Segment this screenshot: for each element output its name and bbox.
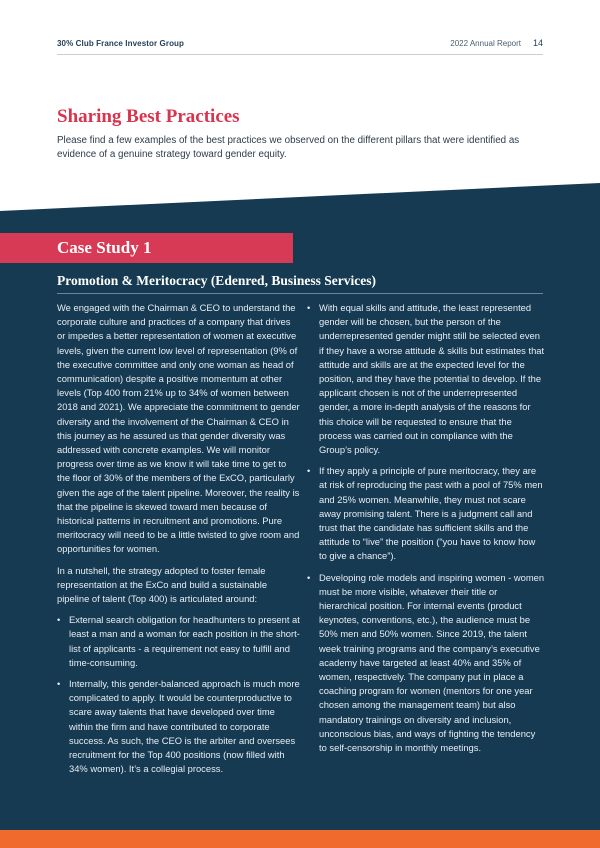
page-number: 14 [532, 38, 543, 48]
list-item [307, 571, 545, 756]
bullet-icon: • [307, 302, 311, 313]
list-item-text: Internally, this gender-balanced approach is much more complicated to apply. It would be counterproductive to scare away talents that have developed over time within the firm and have contributed to corporate success. As such, the CEO is the arbiter and oversees recruitment for the Top 400 positions (now filled with 34% women). It’s a collegial process. [69, 678, 300, 775]
header-report-title: 2022 Annual Report [450, 39, 521, 48]
list-item-text: External search obligation for headhunters to present at least a man and a woman for each position in the short-list of applicants - a requirement not easy to fulfill and time-consuming. [69, 614, 300, 668]
subtitle-divider [57, 293, 543, 294]
bullet-icon: • [57, 614, 61, 626]
list-item [307, 464, 545, 563]
right-bullet-list [307, 301, 545, 755]
left-column [57, 301, 300, 784]
left-paragraph: In a nutshell, the strategy adopted to foster female representation at the ExCo and build a sustainable pipeline of talent (Top 400) is articulated around: [57, 564, 268, 605]
bullet-icon: • [57, 678, 61, 690]
section-intro: Please find a few examples of the best practices we observed on the different pillars that were identified as evidence of a genuine strategy toward gender equity. [57, 135, 520, 161]
list-item [307, 301, 545, 457]
bullet-icon: • [307, 465, 311, 477]
bullet-icon: • [307, 571, 311, 583]
list-item [57, 677, 300, 776]
section-title: Sharing Best Practices [57, 106, 240, 127]
page-header [57, 37, 543, 51]
right-column [307, 301, 545, 762]
list-item-text: With equal skills and attitude, the least represented gender will be chosen, but the person of the underrepresented gender might still be selected even if they have a worse attitude & skills but estimates that attitude and skills are at the expected level for the position, and they have the potential to develop. If the applicant chosen is not of the underrepresented gender, a more in-depth analysis of the reasons for this choice will be requested to ensure that the process was carried out in compliance with the Group’s policy. [319, 302, 545, 456]
list-item-text: Developing role models and inspiring women - women must be more visible, whatever their title or hierarchical position. For internal events (product keynotes, conventions, etc.), the audience must be 50% men and 50% women. Since 2019, the talent week training programs and the company’s executive academy have targeted at least 40% and 35% of women, respectively. The company put in place a coaching program for women (mentors for one year chosen among the management team) but also mandatory trainings on diversity and inclusion, unconscious bias, and ways of fighting the tendency to self-censorship in monthly meetings. [319, 571, 545, 754]
list-item-text: If they apply a principle of pure meritocracy, they are at risk of reproducing the past with a pool of 75% men and 25% women. Meanwhile, they must not scare away promising talent. There is a judgment call and trust that the candidate has sufficient skills and the attitude to “live” the position (“you have to know how to give a chance”). [319, 465, 543, 562]
left-bullet-list [57, 613, 300, 776]
left-paragraph: We engaged with the Chairman & CEO to understand the corporate culture and practices of a company that drives or impedes a better representation of women at executive levels, given the current low level of representation (9% of the executive committee and only one woman as head of communication) despite a positive momentum at other levels (Top 400 from 21% up to 34% of women between 2018 and 2021). We appreciate the commitment to gender diversity and the involvement of the Chairman & CEO in this journey as he assured us that gender diversity was addressed with concrete examples. We will monitor progress over time as we know it will take time to get to the floor of 30% of the members of the ExCO, particularly given the age of the talent pipeline. Moreover, the reality is that the pipeline is skewed toward men because of historical patterns in recruitment and promotions. Pure meritocracy will need to be a little twisted to give room and opportunities for women. [57, 302, 300, 555]
case-study-title: Case Study 1 [57, 238, 152, 257]
header-org-name: 30% Club France Investor Group [57, 39, 185, 48]
list-item [57, 613, 300, 670]
footer-bar [0, 830, 600, 848]
header-divider [57, 54, 543, 55]
case-study-subtitle: Promotion & Meritocracy (Edenred, Business Services) [57, 273, 376, 288]
